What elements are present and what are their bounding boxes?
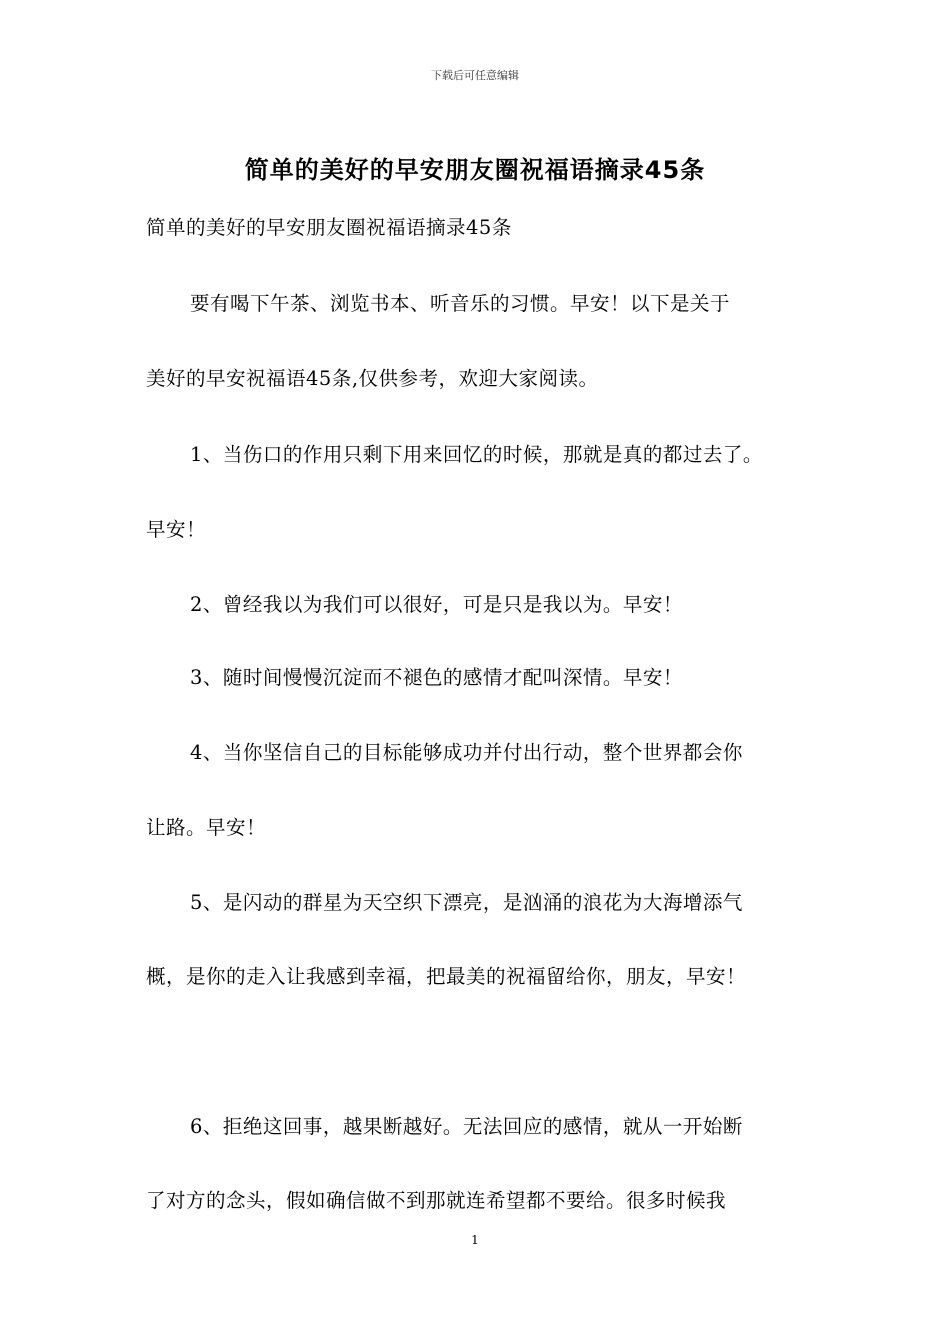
paragraph-line: 1、当伤口的作用只剩下用来回忆的时候，那就是真的都过去了。 [190, 443, 763, 466]
paragraph-line: 4、当你坚信自己的目标能够成功并付出行动，整个世界都会你 [190, 741, 743, 764]
paragraph-line: 6、拒绝这回事，越果断越好。无法回应的感情，就从一开始断 [190, 1115, 743, 1138]
paragraph-line: 2、曾经我以为我们可以很好，可是只是我以为。早安！ [190, 593, 683, 616]
page-header-note: 下载后可任意编辑 [431, 69, 519, 82]
paragraph-line: 让路。早安！ [146, 816, 267, 839]
page-number: 1 [471, 1233, 479, 1247]
subtitle-line: 简单的美好的早安朋友圈祝福语摘录45条 [146, 216, 512, 239]
paragraph-line: 早安！ [146, 518, 207, 541]
paragraph-line: 3、随时间慢慢沉淀而不褪色的感情才配叫深情。早安！ [190, 666, 683, 689]
paragraph-line: 了对方的念头，假如确信做不到那就连希望都不要给。很多时候我 [146, 1189, 727, 1212]
paragraph-line: 概，是你的走入让我感到幸福，把最美的祝福留给你，朋友，早安！ [146, 965, 747, 988]
document-title: 简单的美好的早安朋友圈祝福语摘录45条 [244, 156, 706, 184]
paragraph-line: 要有喝下午茶、浏览书本、听音乐的习惯。早安！以下是关于 [190, 292, 731, 315]
paragraph-line: 5、是闪动的群星为天空织下漂亮，是汹涌的浪花为大海增添气 [190, 891, 743, 914]
paragraph-line: 美好的早安祝福语45条,仅供参考，欢迎大家阅读。 [146, 367, 599, 390]
